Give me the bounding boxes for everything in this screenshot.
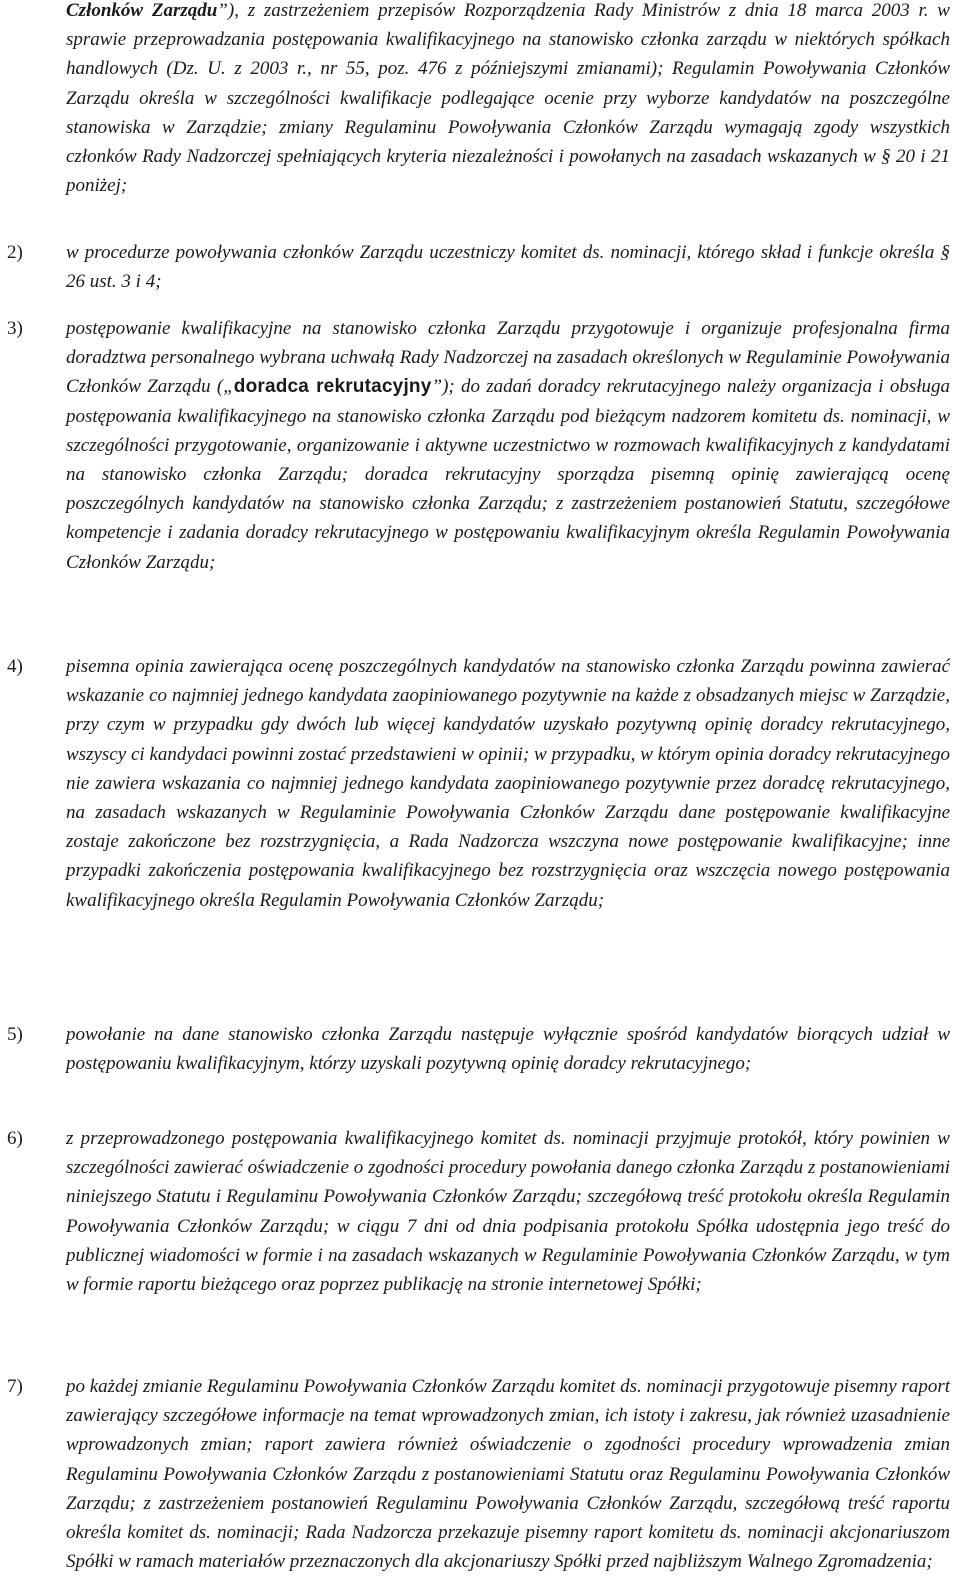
list-item-text: pisemna opinia zawierająca ocenę poszczególnych kandydatów na stanowisko członka Zarządu powinna zawierać wskazanie co najmniej jednego kandydata zaopiniowanego pozytywnie na każde z obsadzanych miejsc w Zarządzie, przy czym w przypadku gdy dwóch lub więcej kandydatów uzyskało pozytywną opinię doradcy rekrutacyjnego, wszyscy ci kandydaci powinni zostać przedstawieni w opinii; w przypadku, w którym opinia doradcy rekrutacyjnego nie zawiera wskazania co najmniej jednego kandydata zaopiniowanego pozytywnie przez doradcę rekrutacyjnego, na zasadach wskazanych w Regulaminie Powoływania Członków Zarządu dane postępowanie kwalifikacyjne zostaje zakończone bez rozstrzygnięcia, a Rada Nadzorcza wszczyna nowe postępowanie kwalifikacyjne; inne przypadki zakończenia postępowania kwalifikacyjnego bez rozstrzygnięcia oraz wszczęcia nowego postępowania kwalifikacyjnego określa Regulamin Powoływania Członków Zarządu; [66, 656, 950, 911]
list-item-text-before: postępowanie kwalifikacyjne na stanowisko członka Zarządu przygotowuje i organizuje profesjonalna firma doradztwa personalnego wybrana uchwałą Rady Nadzorczej na zasadach określonych w Regulaminie Powoływania Członków Zarządu („ [66, 318, 950, 398]
list-item-number: 4) [7, 656, 23, 677]
list-item-text-after: ”); do zadań doradcy rekrutacyjnego należy organizacja i obsługa postępowania kwalifikacyjnego na stanowisko członka Zarządu pod bieżącym nadzorem komitetu ds. nominacji, w szczególności przygotowanie, organizowanie i aktywne uczestnictwo w rozmowach kwalifikacyjnych z kandydatami na stanowisko członka Zarządu; doradca rekrutacyjny sporządza pisemną opinię zawierającą ocenę poszczególnych kandydatów na stanowisko członka Zarządu; z zastrzeżeniem postanowień Statutu, szczegółowe kompetencje i zadania doradcy rekrutacyjnego w postępowaniu kwalifikacyjnym określa Regulamin Powoływania Członków Zarządu; [66, 376, 950, 573]
list-item-text [66, 314, 950, 577]
list-item-text: po każdej zmianie Regulaminu Powoływania Członków Zarządu komitet ds. nominacji przygotowuje pisemny raport zawierający szczegółowe informacje na temat wprowadzonych zmian, ich istoty i zakresu, jak również uzasadnienie wprowadzonych zmian; raport zawiera również oświadczenie o zgodności procedury wprowadzenia zmian Regulaminu Powoływania Członków Zarządu z postanowieniami Statutu oraz Regulaminu Powoływania Członków Zarządu; z zastrzeżeniem postanowień Regulaminu Powoływania Członków Zarządu, szczegółową treść raportu określa komitet ds. nominacji; Rada Nadzorcza przekazuje pisemny raport komitetu ds. nominacji akcjonariuszom Spółki w ramach materiałów przeznaczonych dla akcjonariuszy Spółki przed najbliższym Walnego Zgromadzenia; [66, 1376, 950, 1573]
intro-text: ”), z zastrzeżeniem przepisów Rozporządzenia Rady Ministrów z dnia 18 marca 2003 r. w sprawie przeprowadzania postępowania kwalifikacyjnego na stanowisko członka zarządu w niektórych spółkach handlowych (Dz. U. z 2003 r., nr 55, poz. 476 z późniejszymi zmianami); Regulamin Powoływania Członków Zarządu określa w szczególności kwalifikacje podlegające ocenie przy wyborze kandydatów na poszczególne stanowiska w Zarządzie; zmiany Regulaminu Powoływania Członków Zarządu wymagają zgody wszystkich członków Rady Nadzorczej spełniających kryteria niezależności i powołanych na zasadach wskazanych w § 20 i 21 poniżej; [66, 0, 950, 197]
defined-term: doradca rekrutacyjny [233, 376, 432, 398]
list-item-number: 3) [7, 318, 23, 339]
list-item-text: w procedurze powoływania członków Zarządu uczestniczy komitet ds. nominacji, którego skład i funkcje określa § 26 ust. 3 i 4; [66, 242, 950, 293]
list-item-text: powołanie na dane stanowisko członka Zarządu następuje wyłącznie spośród kandydatów biorących udział w postępowaniu kwalifikacyjnym, którzy uzyskali pozytywną opinię doradcy rekrutacyjnego; [66, 1024, 950, 1075]
list-item-number: 6) [7, 1128, 23, 1149]
list-item-number: 7) [7, 1376, 23, 1397]
list-item-number: 2) [7, 242, 23, 263]
list-item-text: z przeprowadzonego postępowania kwalifikacyjnego komitet ds. nominacji przyjmuje protokół, który powinien w szczególności zawierać oświadczenie o zgodności procedury powołania danego członka Zarządu z postanowieniami niniejszego Statutu i Regulaminu Powoływania Członków Zarządu; szczegółową treść protokołu określa Regulamin Powoływania Członków Zarządu; w ciągu 7 dni od dnia podpisania protokołu Spółka udostępnia jego treść do publicznej wiadomości w formie i na zasadach wskazanych w Regulaminie Powoływania Członków Zarządu, w tym w formie raportu bieżącego oraz poprzez publikację na stronie internetowej Spółki; [66, 1128, 950, 1296]
list-item-number: 5) [7, 1024, 23, 1045]
intro-lead-term: Członków Zarządu [66, 0, 218, 21]
intro-paragraph [66, 0, 950, 200]
